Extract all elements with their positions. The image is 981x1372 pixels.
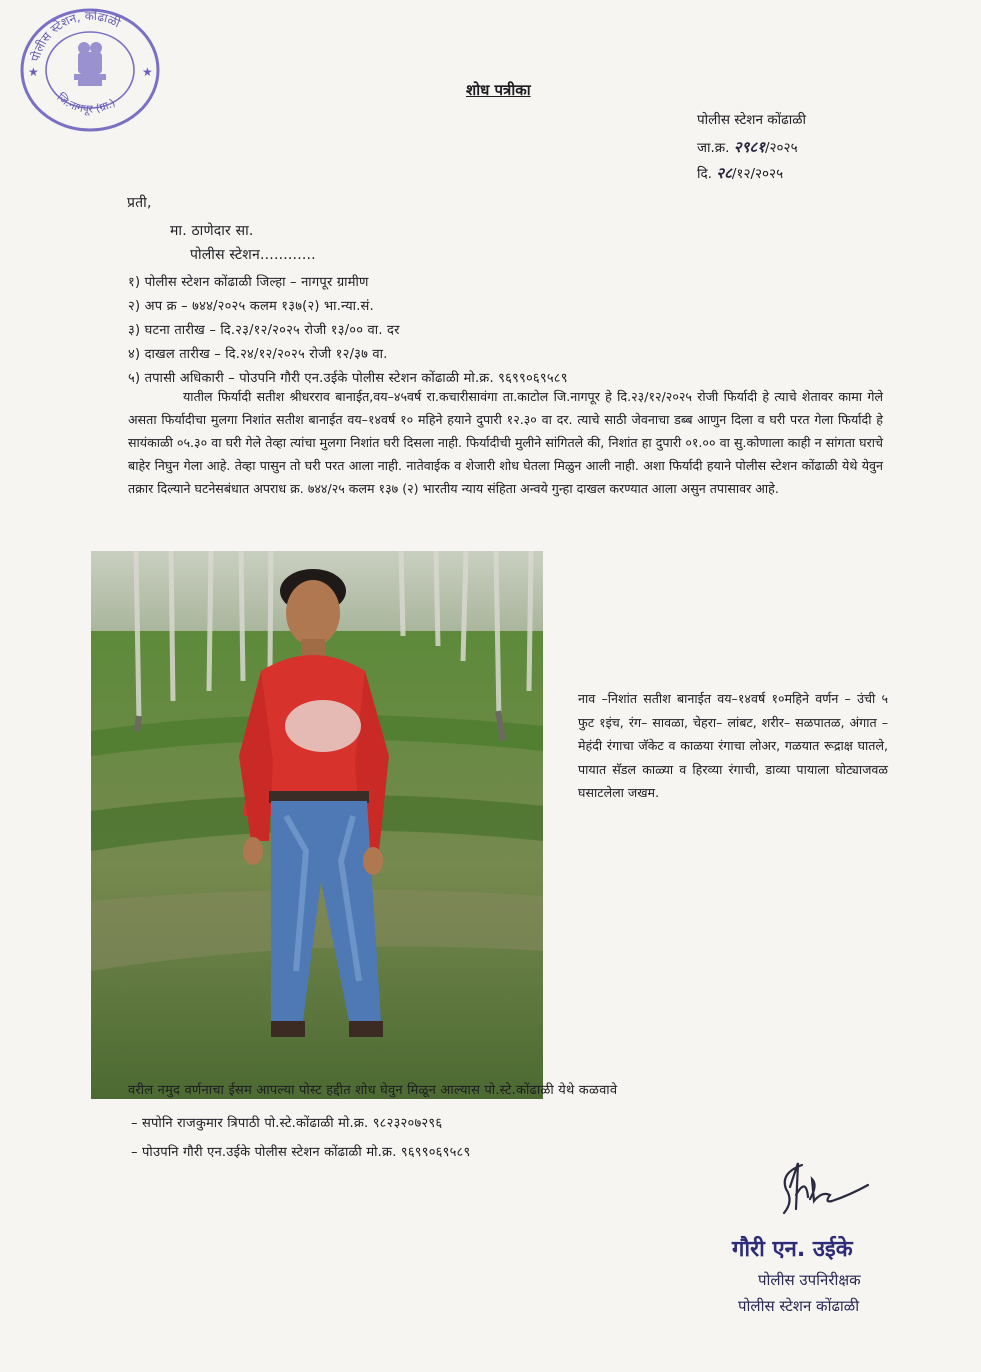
ref-prefix: जा.क्र. xyxy=(697,140,730,156)
incident-paragraph-text: यातील फिर्यादी सतीश श्रीधरराव बानाईत,वय–४५वर्ष रा.कचारीसावंगा ता.काटोल जि.नागपूर हे दि.२३/१२/२०२५ रोजी फिर्यादी हे त्याचे शेतावर कामा गेले असता फिर्यादीचा मुलगा निशांत सतीश बानाईत वय–१४वर्ष १० महिने हयाने दुपारी १२.३० वा दर. त्याचे साठी जेवनाचा डब्ब आणुन दिला व घरी परत गेला फिर्यादी हे सायंकाळी ०५.३० वा घरी गेले तेव्हा त्यांचा मुलगा निशांत घरी दिसला नाही. फिर्यादीची मुलीने सांगितले की, निशांत हा दुपारी ०१.०० वा सु.कोणाला काही न सांगता घराचे बाहेर निघुन गेला आहे. तेव्हा पासुन तो घरी परत आला नाही. नातेवाईक व शेजारी शोध घेतला मिळुन आली नाही. अशा फिर्यादी हयाने पोलीस स्टेशन कोंढाळी येथे येवुन तक्रार दिल्याने घटनेसबंधात अपराध क्र. ७४४/२५ कलम १३७ (२) भारतीय न्याय संहिता अन्वये गुन्हा दाखल करण्यात आला असुन तपासावर आहे. xyxy=(128,389,883,496)
date-day-handwritten: २८ xyxy=(716,164,732,182)
detail-item-4: ४) दाखल तारीख – दि.२४/१२/२०२५ रोजी १२/३७ वा. xyxy=(128,347,388,362)
emblem-icon xyxy=(74,42,106,86)
contact-line-2: – पोउपनि गौरी एन.उईके पोलीस स्टेशन कोंढाळी मो.क्र. ९६९९०६९५८९ xyxy=(131,1145,471,1160)
incident-paragraph xyxy=(128,385,883,500)
date-suffix: /१२/२०२५ xyxy=(731,166,784,182)
detail-item-2: २) अप क्र – ७४४/२०२५ कलम १३७(२) भा.न्या.सं. xyxy=(128,299,374,314)
reference-number xyxy=(697,137,798,157)
date-prefix: दि. xyxy=(697,166,712,182)
document-date xyxy=(697,163,783,183)
officer-station-stamp: पोलीस स्टेशन कोंढाळी xyxy=(738,1297,860,1315)
officer-name-stamp: गौरी एन. उईके xyxy=(732,1237,853,1262)
header-station: पोलीस स्टेशन कोंढाळी xyxy=(697,112,806,128)
svg-text:★: ★ xyxy=(142,65,153,79)
detail-item-3: ३) घटना तारीख – दि.२३/१२/२०२५ रोजी १३/०० वा. दर xyxy=(128,323,400,338)
physical-description: नाव –निशांत सतीश बानाईत वय–१४वर्ष १०महिने वर्णन – उंची ५ फुट १इंच, रंग– सावळा, चेहरा– लांबट, शरीर– सळपातळ, अंगात – मेहंदी रंगाचा जॅकेट व काळया रंगाचा लोअर, गळयात रूद्राक्ष घातले, पायात सॅडल काळ्या व हिरव्या रंगाची, डाव्या पायाला घोट्याजवळ घसाटलेला जखम. xyxy=(578,691,888,800)
ref-suffix: /२०२५ xyxy=(764,140,798,156)
officer-rank-stamp: पोलीस उपनिरीक्षक xyxy=(758,1271,861,1289)
missing-person-photo xyxy=(91,551,543,1099)
address-station: पोलीस स्टेशन............ xyxy=(190,247,316,263)
contact-line-1: – सपोनि राजकुमार त्रिपाठी पो.स्टे.कोंढाळी मो.क्र. ९८२३२०७२९६ xyxy=(131,1116,443,1131)
address-to: प्रती, xyxy=(127,195,152,211)
police-seal-stamp xyxy=(18,6,162,134)
seal-top-text: पोलीस स्टेशन, कोंढाळी xyxy=(28,8,123,64)
search-request: वरील नमुद वर्णनाचा ईसम आपल्या पोस्ट हद्दीत शोध घेवुन मिळून आल्यास पो.स्टे.कोंढाळी येथे कळवावे xyxy=(128,1083,618,1098)
ref-number-handwritten: २९८१ xyxy=(733,138,765,156)
svg-text:★: ★ xyxy=(28,65,39,79)
document-title: शोध पत्रीका xyxy=(466,81,531,99)
address-recipient: मा. ठाणेदार सा. xyxy=(170,223,254,239)
handwritten-signature xyxy=(772,1155,882,1225)
detail-item-5: ५) तपासी अधिकारी – पोउपनि गौरी एन.उईके पोलीस स्टेशन कोंढाळी मो.क्र. ९६९९०६९५८९ xyxy=(128,371,568,386)
svg-text:जि.नागपूर (ग्रा.) xyxy=(54,91,117,117)
detail-item-1: १) पोलीस स्टेशन कोंढाळी जिल्हा – नागपूर ग्रामीण xyxy=(128,275,369,290)
seal-bottom-text: जि.नागपूर (ग्रा.) xyxy=(54,90,118,116)
